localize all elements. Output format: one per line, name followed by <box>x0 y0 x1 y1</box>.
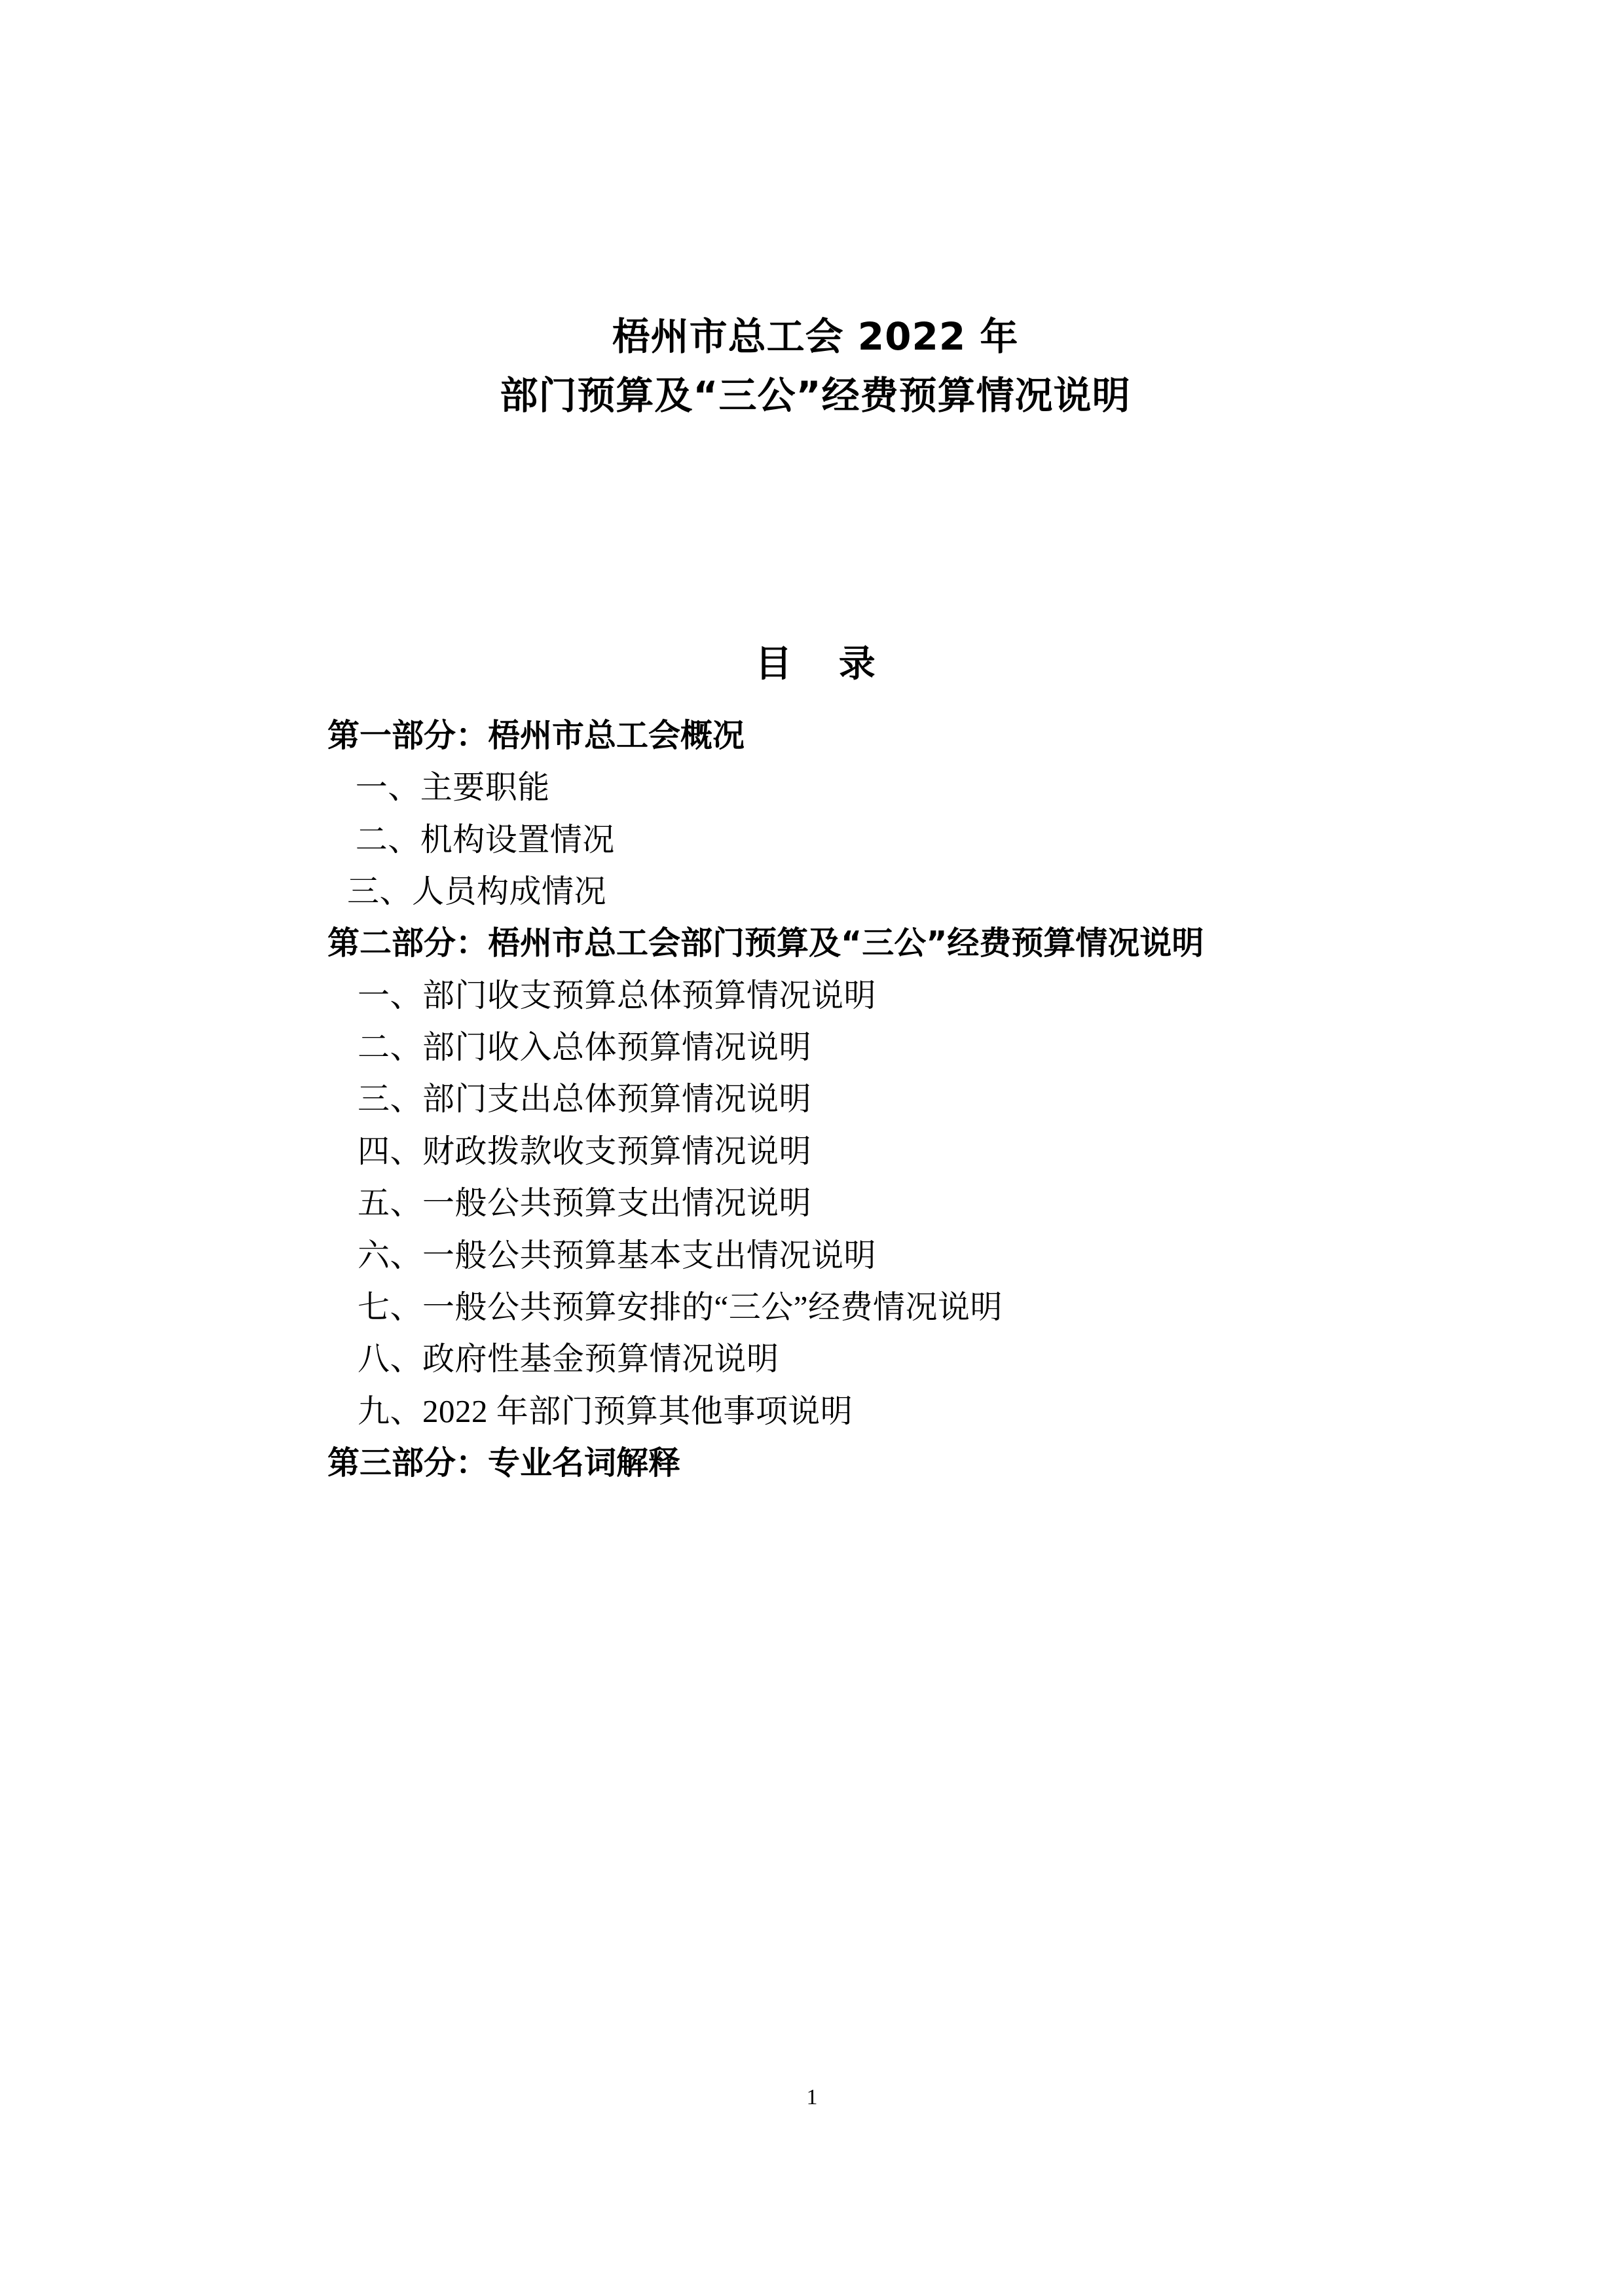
toc-item-part-1[interactable]: 第一部分：梧州市总工会概况 <box>327 716 745 754</box>
toc-item-2-9[interactable]: 九、2022 年部门预算其他事项说明 <box>358 1393 853 1429</box>
document-title-line-1: 梧州市总工会 2022 年 <box>612 314 1019 359</box>
toc-item-2-5[interactable]: 五、一般公共预算支出情况说明 <box>358 1185 812 1222</box>
toc-item-2-8[interactable]: 八、政府性基金预算情况说明 <box>358 1341 779 1377</box>
toc-item-2-2[interactable]: 二、部门收入总体预算情况说明 <box>358 1029 812 1066</box>
table-of-contents-list <box>327 710 1303 1489</box>
toc-item-2-4[interactable]: 四、财政拨款收支预算情况说明 <box>358 1133 812 1169</box>
page-number: 1 <box>806 2085 818 2109</box>
toc-item-1-2[interactable]: 二、机构设置情况 <box>347 821 615 858</box>
toc-item-part-3[interactable]: 第三部分：专业名词解释 <box>327 1444 681 1482</box>
toc-item-2-3[interactable]: 三、部门支出总体预算情况说明 <box>358 1081 812 1118</box>
toc-item-2-7[interactable]: 七、一般公共预算安排的“三公”经费情况说明 <box>358 1288 1003 1325</box>
document-body <box>327 308 1303 1489</box>
toc-item-1-3[interactable]: 三、人员构成情况 <box>347 873 607 909</box>
toc-item-2-1[interactable]: 一、部门收支预算总体预算情况说明 <box>358 977 877 1013</box>
toc-item-2-6[interactable]: 六、一般公共预算基本支出情况说明 <box>358 1237 877 1273</box>
toc-item-1-1[interactable]: 一、主要职能 <box>347 769 550 806</box>
document-title <box>327 308 1303 426</box>
table-of-contents-heading: 目 录 <box>755 642 893 685</box>
toc-item-part-2[interactable]: 第二部分：梧州市总工会部门预算及“三公”经费预算情况说明 <box>327 924 1204 962</box>
document-title-line-2: 部门预算及“三公”经费预算情况说明 <box>500 373 1131 418</box>
